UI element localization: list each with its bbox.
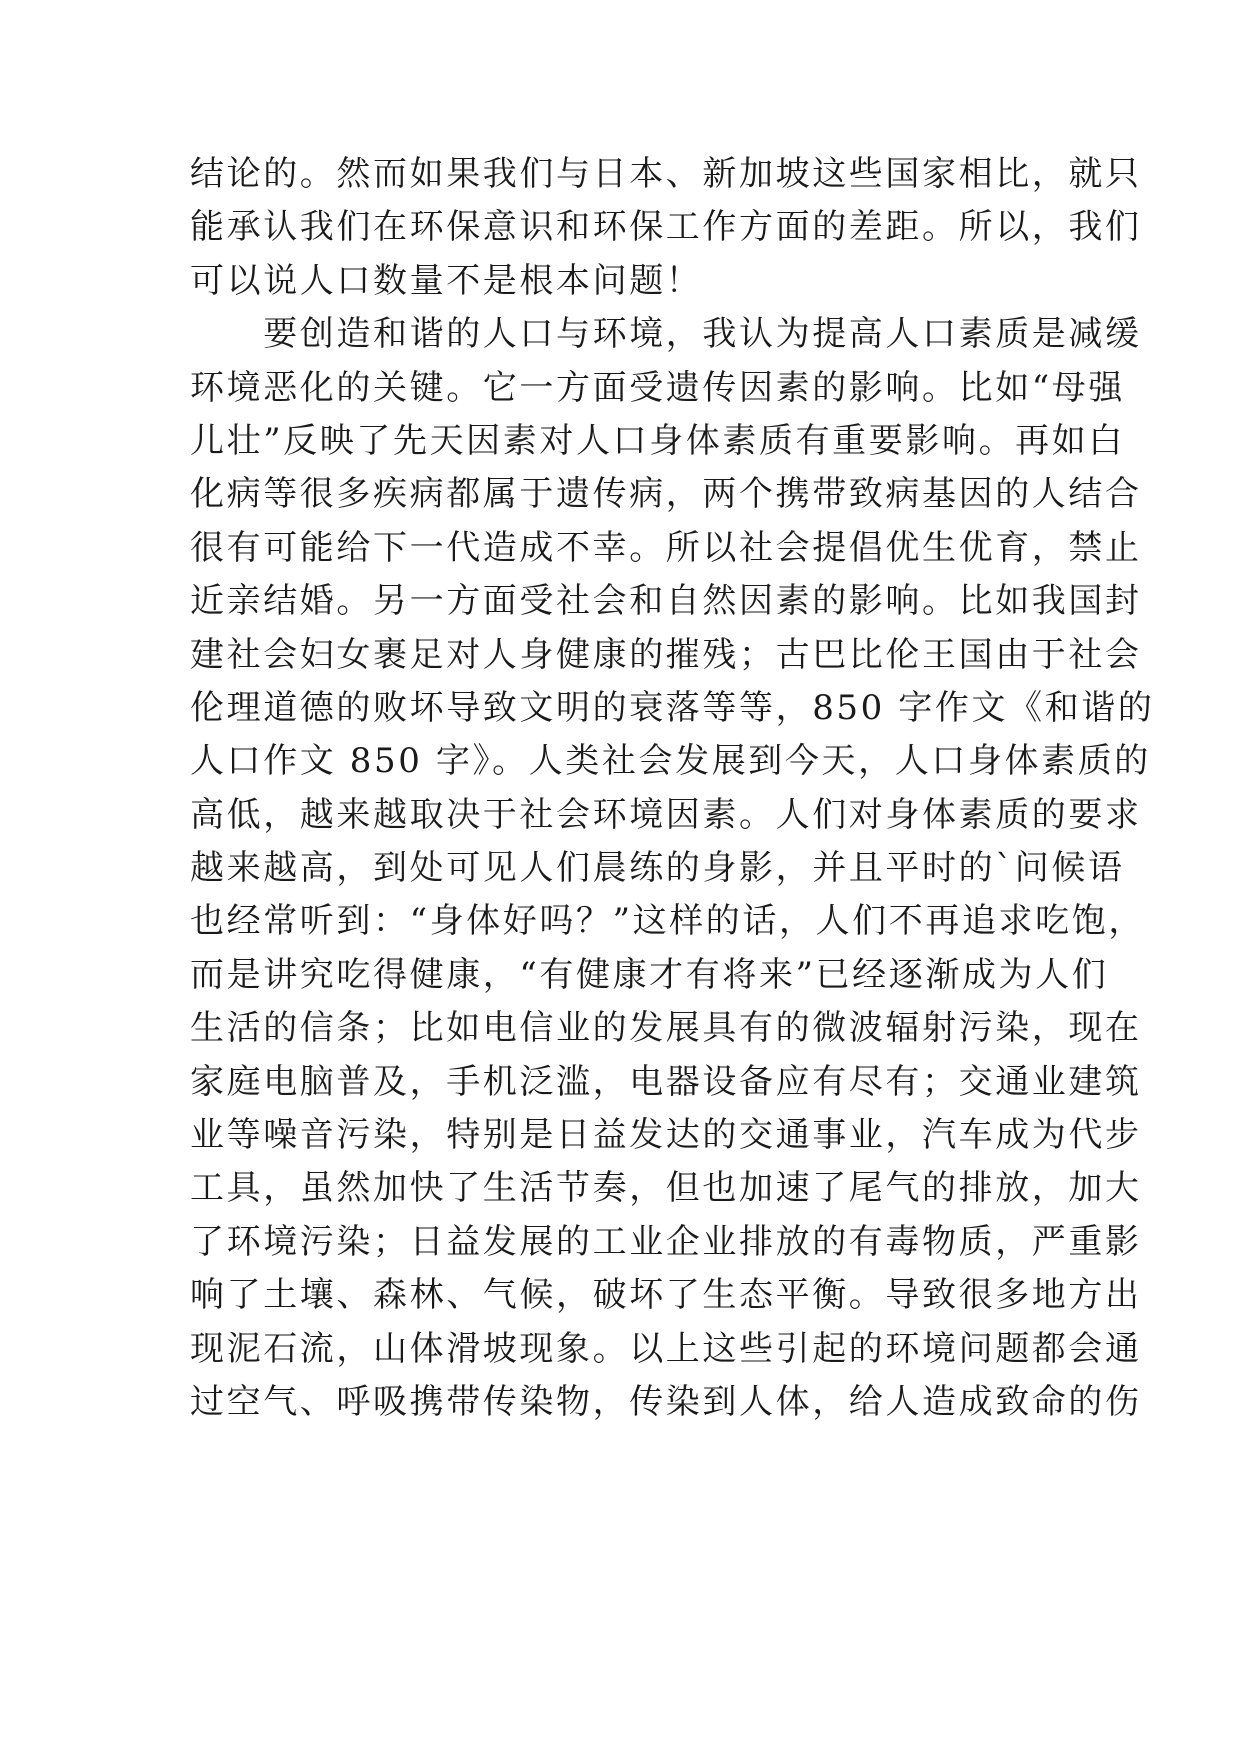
text-line: 儿壮”反映了先天因素对人口身体素质有重要影响。再如白 <box>190 420 1125 461</box>
text-line: 近亲结婚。另一方面受社会和自然因素的影响。比如我国封 <box>190 581 1142 622</box>
text-line: 很有可能给下一代造成不幸。所以社会提倡优生优育，禁止 <box>190 527 1142 568</box>
essay-body-text <box>190 148 1155 1429</box>
text-line: 建社会妇女裹足对人身健康的摧残；古巴比伦王国由于社会 <box>190 634 1142 675</box>
text-line: 了环境污染；日益发展的工业企业排放的有毒物质，严重影 <box>190 1221 1142 1262</box>
text-line: 响了土壤、森林、气候，破坏了生态平衡。导致很多地方出 <box>190 1275 1142 1316</box>
text-line: 生活的信条；比如电信业的发展具有的微波辐射污染，现在 <box>190 1008 1142 1049</box>
text-line: 环境恶化的关键。它一方面受遗传因素的影响。比如“母强 <box>190 367 1125 408</box>
text-line: 结论的。然而如果我们与日本、新加坡这些国家相比，就只 <box>190 154 1142 194</box>
text-line: 业等噪音污染，特别是日益发达的交通事业，汽车成为代步 <box>190 1115 1142 1156</box>
text-line: 工具，虽然加快了生活节奏，但也加速了尾气的排放，加大 <box>190 1168 1142 1209</box>
text-line: 伦理道德的败坏导致文明的衰落等等，850 字作文《和谐的 <box>190 687 1155 728</box>
paragraph-start-line: 要创造和谐的人口与环境，我认为提高人口素质是减缓 <box>190 314 1142 355</box>
text-line: 可以说人口数量不是根本问题！ <box>190 260 703 301</box>
text-line: 化病等很多疾病都属于遗传病，两个携带致病基因的人结合 <box>190 474 1142 515</box>
text-line: 家庭电脑普及，手机泛滥，电器设备应有尽有；交通业建筑 <box>190 1061 1142 1102</box>
text-line: 高低，越来越取决于社会环境因素。人们对身体素质的要求 <box>190 794 1142 835</box>
text-line: 现泥石流，山体滑坡现象。以上这些引起的环境问题都会通 <box>190 1328 1142 1369</box>
text-line: 也经常听到：“身体好吗？”这样的话，人们不再追求吃饱， <box>190 901 1145 942</box>
text-line: 能承认我们在环保意识和环保工作方面的差距。所以，我们 <box>190 207 1142 248</box>
text-line: 人口作文 850 字》。人类社会发展到今天，人口身体素质的 <box>190 741 1151 782</box>
text-line: 过空气、呼吸携带传染物，传染到人体，给人造成致命的伤 <box>190 1381 1142 1422</box>
text-line: 而是讲究吃得健康，“有健康才有将来”已经逐渐成为人们 <box>190 954 1109 995</box>
text-line: 越来越高，到处可见人们晨练的身影，并且平时的`问候语 <box>190 848 1125 889</box>
